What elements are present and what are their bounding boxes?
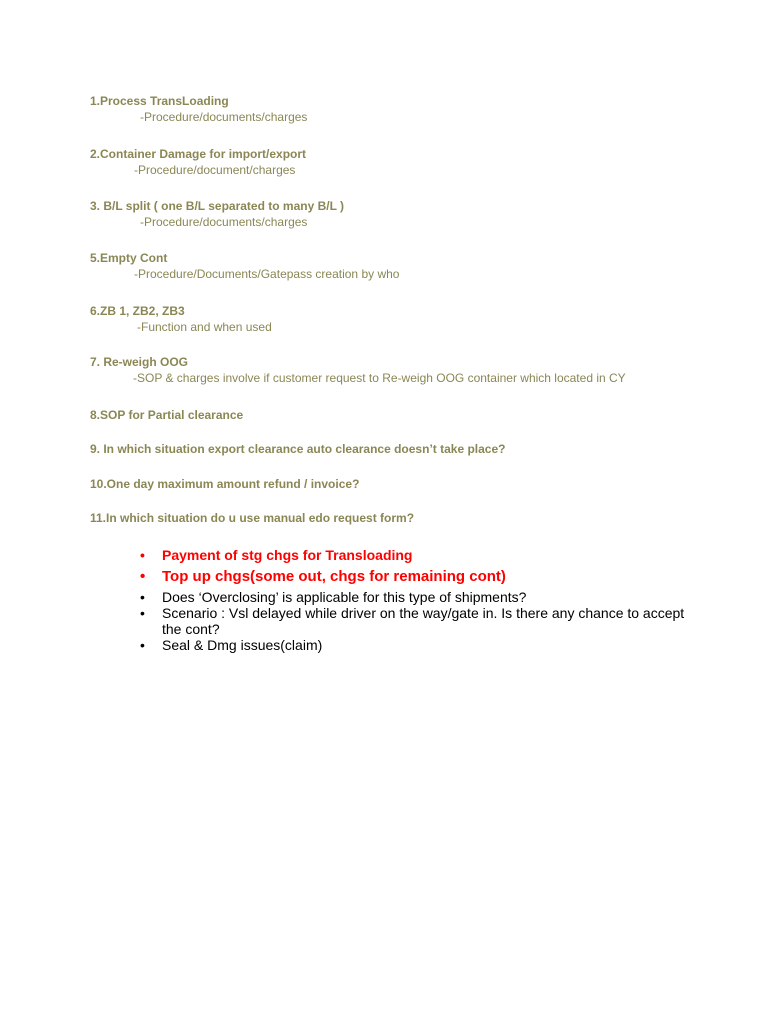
bullet-icon: • [140,605,145,621]
question-title: 8.SOP for Partial clearance [90,408,244,422]
bullet-icon: • [140,547,145,563]
question-10 [90,477,359,491]
bullet-icon: • [140,589,145,605]
bullet-icon: • [140,568,146,585]
list-item-text: Seal & Dmg issues(claim) [162,637,323,653]
bullet-icon: • [140,637,145,653]
list-item [140,589,700,605]
list-item-text: Payment of stg chgs for Transloading [162,547,413,563]
question-2 [90,147,306,177]
list-item [140,605,700,637]
question-6 [90,304,272,334]
list-item [140,637,700,653]
question-title: 10.One day maximum amount refund / invoice? [90,477,360,491]
list-item-text: Top up chgs(some out, chgs for remaining cont) [162,568,506,585]
question-1 [90,94,307,124]
question-title: 9. In which situation export clearance auto clearance doesn’t take place? [90,442,506,456]
question-title: 2.Container Damage for import/export [90,147,307,161]
question-title: 3. B/L split ( one B/L separated to many B/L ) [90,199,345,213]
notes-bullet-list [140,546,700,653]
list-item [140,546,700,564]
question-11 [90,511,414,525]
question-5 [90,251,399,281]
list-item [140,568,700,585]
question-title: 11.In which situation do u use manual edo request form? [90,511,415,525]
question-8 [90,408,243,422]
question-subtitle: -Procedure/Documents/Gatepass creation by who [134,267,400,281]
question-subtitle: -Function and when used [137,320,272,334]
question-title: 6.ZB 1, ZB2, ZB3 [90,304,185,318]
question-9 [90,442,505,456]
question-title: 5.Empty Cont [90,251,168,265]
list-item-text: Does ‘Overclosing’ is applicable for this type of shipments? [162,589,527,605]
question-subtitle: -Procedure/documents/charges [140,110,308,124]
question-7 [90,355,626,385]
question-title: 1.Process TransLoading [90,94,229,108]
question-subtitle: -Procedure/documents/charges [140,215,308,229]
question-subtitle: -SOP & charges involve if customer request to Re-weigh OOG container which located in CY [133,371,626,385]
question-3 [90,199,344,229]
question-subtitle: -Procedure/document/charges [134,163,296,177]
question-title: 7. Re-weigh OOG [90,355,189,369]
list-item-text: Scenario : Vsl delayed while driver on the way/gate in. Is there any chance to accept the cont? [162,605,685,637]
